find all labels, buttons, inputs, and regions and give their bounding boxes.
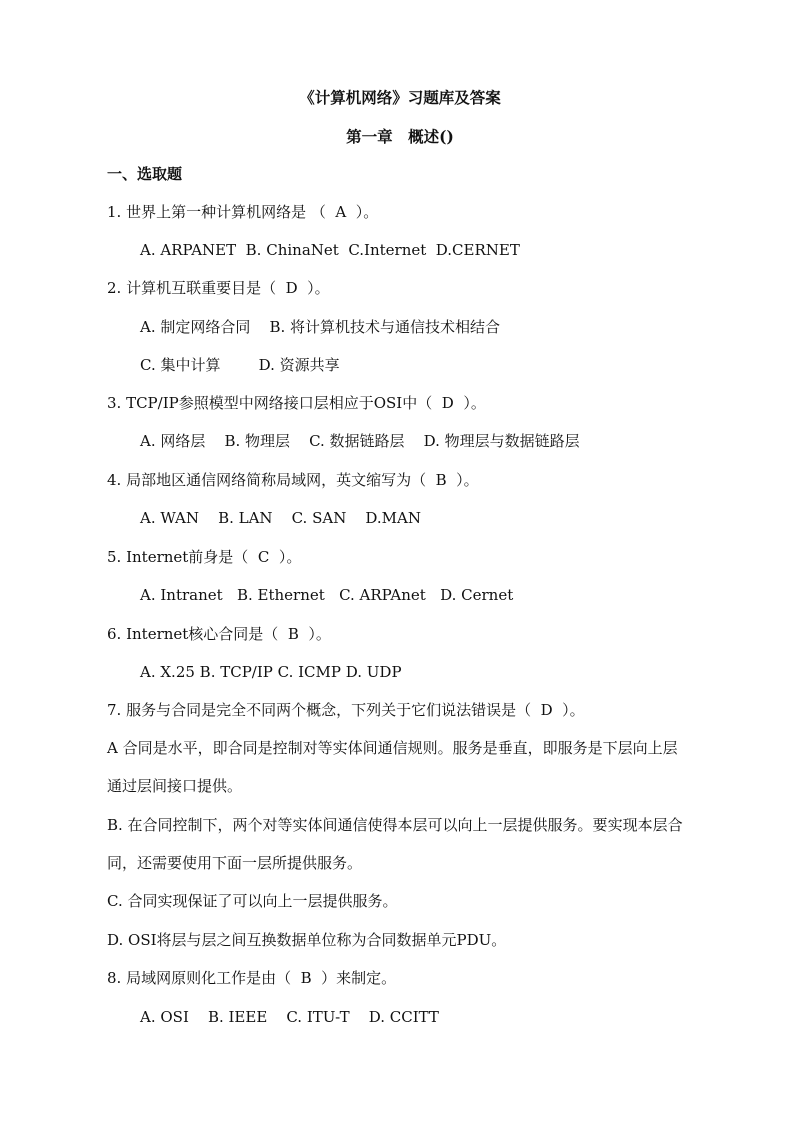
chapter-heading: 第一章 概述() [346, 127, 454, 146]
question-5: 5. Internet前身是（ C ）。 [107, 548, 302, 566]
question-7-option-c: C. 合同实现保证了可以向上一层提供服务。 [107, 892, 398, 910]
question-7-option-a-line2: 通过层间接口提供。 [107, 777, 243, 795]
question-1: 1. 世界上第一种计算机网络是 （ A ）。 [107, 203, 379, 221]
question-7: 7. 服务与合同是完全不同两个概念，下列关于它们说法错误是（ D ）。 [107, 701, 585, 719]
question-2-options-cd: C. 集中计算 D. 资源共享 [140, 356, 340, 374]
question-7-option-a-line1: A 合同是水平，即合同是控制对等实体间通信规则。服务是垂直，即服务是下层向上层 [107, 739, 678, 757]
question-7-option-b-line1: B. 在合同控制下，两个对等实体间通信使得本层可以向上一层提供服务。要实现本层合 [107, 816, 683, 834]
question-3: 3. TCP/IP参照模型中网络接口层相应于OSI中（ D ）。 [107, 394, 486, 412]
question-2-options-ab: A. 制定网络合同 B. 将计算机技术与通信技术相结合 [140, 318, 501, 336]
question-4-options: A. WAN B. LAN C. SAN D.MAN [140, 509, 421, 527]
question-5-options: A. Intranet B. Ethernet C. ARPAnet D. Cernet [140, 586, 514, 604]
question-7-option-b-line2: 同，还需要使用下面一层所提供服务。 [107, 854, 363, 872]
section-heading: 一、选取题 [107, 165, 183, 183]
question-6: 6. Internet核心合同是（ B ）。 [107, 625, 331, 643]
question-8-options: A. OSI B. IEEE C. ITU-T D. CCITT [140, 1008, 439, 1026]
question-1-options: A. ARPANET B. ChinaNet C.Internet D.CERNET [140, 241, 520, 259]
question-6-options: A. X.25 B. TCP/IP C. ICMP D. UDP [140, 663, 402, 681]
question-3-options: A. 网络层 B. 物理层 C. 数据链路层 D. 物理层与数据链路层 [140, 432, 580, 450]
question-2: 2. 计算机互联重要目是（ D ）。 [107, 279, 330, 297]
document-title: 《计算机网络》习题库及答案 [299, 88, 501, 107]
question-4: 4. 局部地区通信网络简称局域网，英文缩写为（ B ）。 [107, 471, 479, 489]
question-7-option-d: D. OSI将层与层之间互换数据单位称为合同数据单元PDU。 [107, 931, 507, 949]
question-8: 8. 局域网原则化工作是由（ B ）来制定。 [107, 969, 397, 987]
